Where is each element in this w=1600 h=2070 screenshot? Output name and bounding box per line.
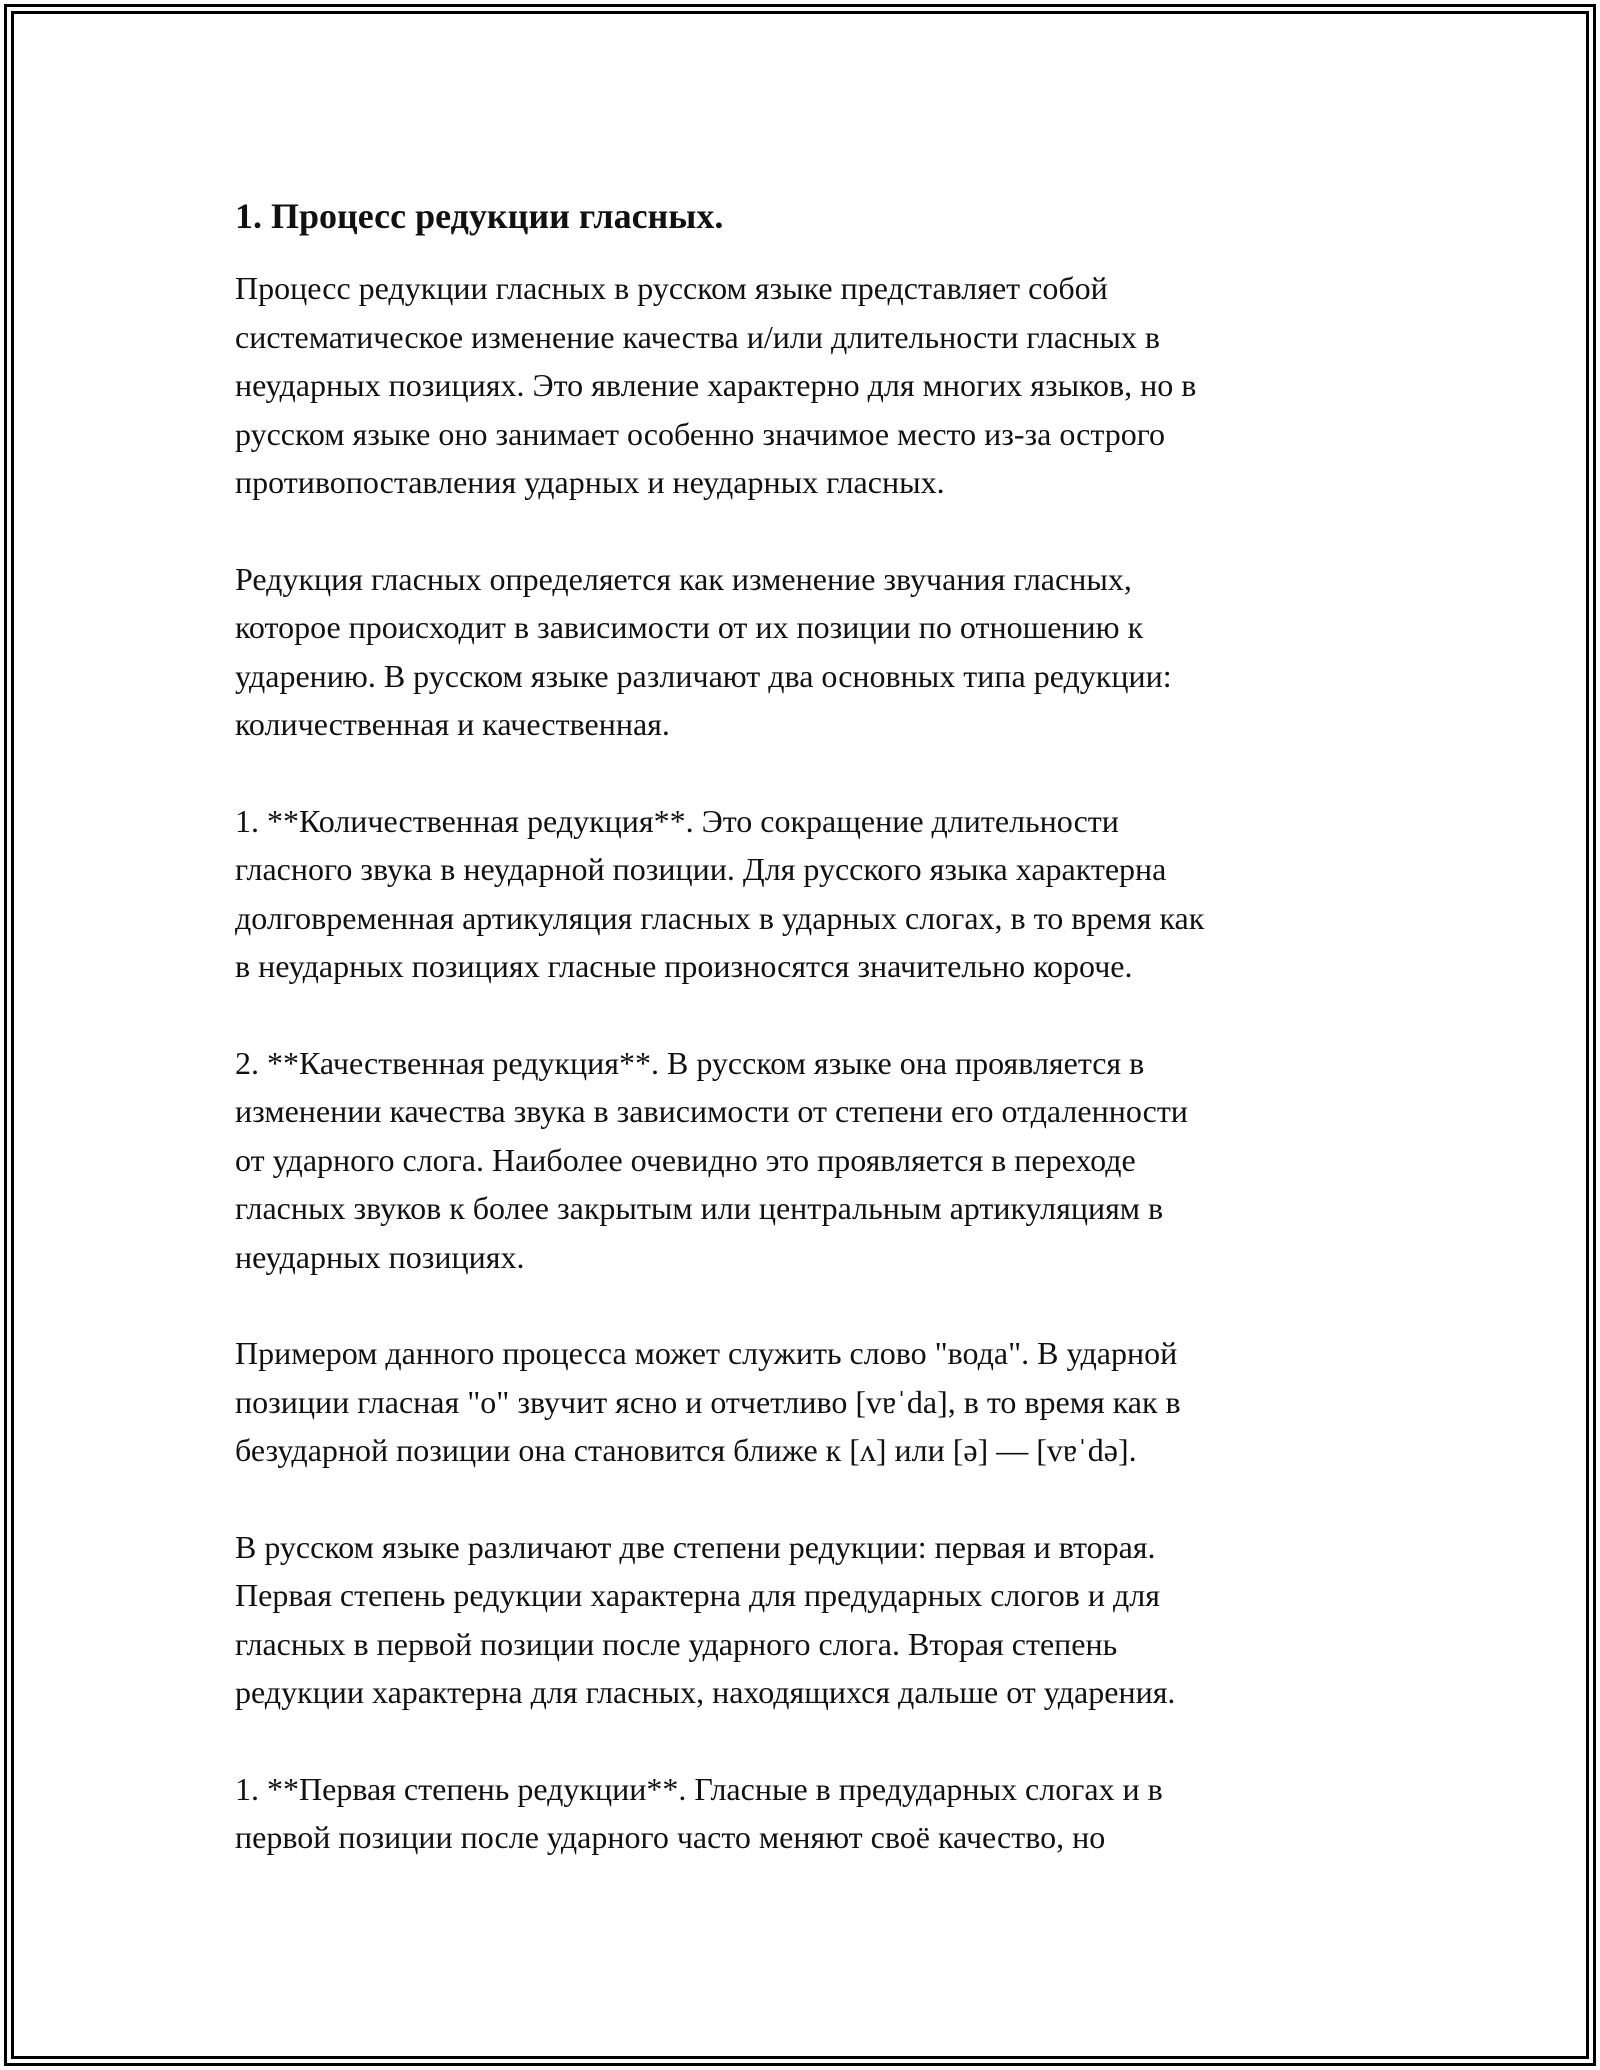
section-heading: 1. Процесс редукции гласных. bbox=[235, 196, 724, 236]
paragraph-first-degree: 1. **Первая степень редукции**. Гласные в предударных слогах и в первой позиции после ударного часто меняют своё качество, но bbox=[235, 1770, 1163, 1855]
document-body bbox=[235, 190, 1365, 1910]
paragraph-definition: Редукция гласных определяется как изменение звучания гласных, которое происходит в зависимости от их позиции по отношению к ударению. В русском языке различают два основных типа редукции: количественная и качественная. bbox=[235, 560, 1172, 742]
paragraph-qualitative-reduction: 2. **Качественная редукция**. В русском языке она проявляется в изменении качества звука в зависимости от степени его отдаленности от ударного слога. Наиболее очевидно это проявляется в переходе гласных звуков к более закрытым или центральным артикуляциям в неударных позициях. bbox=[235, 1044, 1188, 1275]
paragraph-example: Примером данного процесса может служить слово "вода". В ударной позиции гласная "о" звучит ясно и отчетливо [vɐˈda], в то время как в безударной позиции она становится ближе к [ʌ] или [ə] — [vɐˈdə]. bbox=[235, 1335, 1181, 1468]
paragraph-degrees: В русском языке различают две степени редукции: первая и вторая. Первая степень редукции характерна для предударных слогов и для гласных в первой позиции после ударного слога. Вторая степень редукции характерна для гласных, находящихся дальше от ударения. bbox=[235, 1528, 1176, 1710]
paragraph-quantitative-reduction: 1. **Количественная редукция**. Это сокращение длительности гласного звука в неударной позиции. Для русского языка характерна долговременная артикуляция гласных в ударных слогах, в то время как в неударных позициях гласные произносятся значительно короче. bbox=[235, 802, 1205, 984]
paragraph-intro: Процесс редукции гласных в русском языке представляет собой систематическое изменение качества и/или длительности гласных в неударных позициях. Это явление характерно для многих языков, но в русском языке оно занимает особенно значимое место из-за острого противопоставления ударных и неударных гласных. bbox=[235, 270, 1197, 500]
